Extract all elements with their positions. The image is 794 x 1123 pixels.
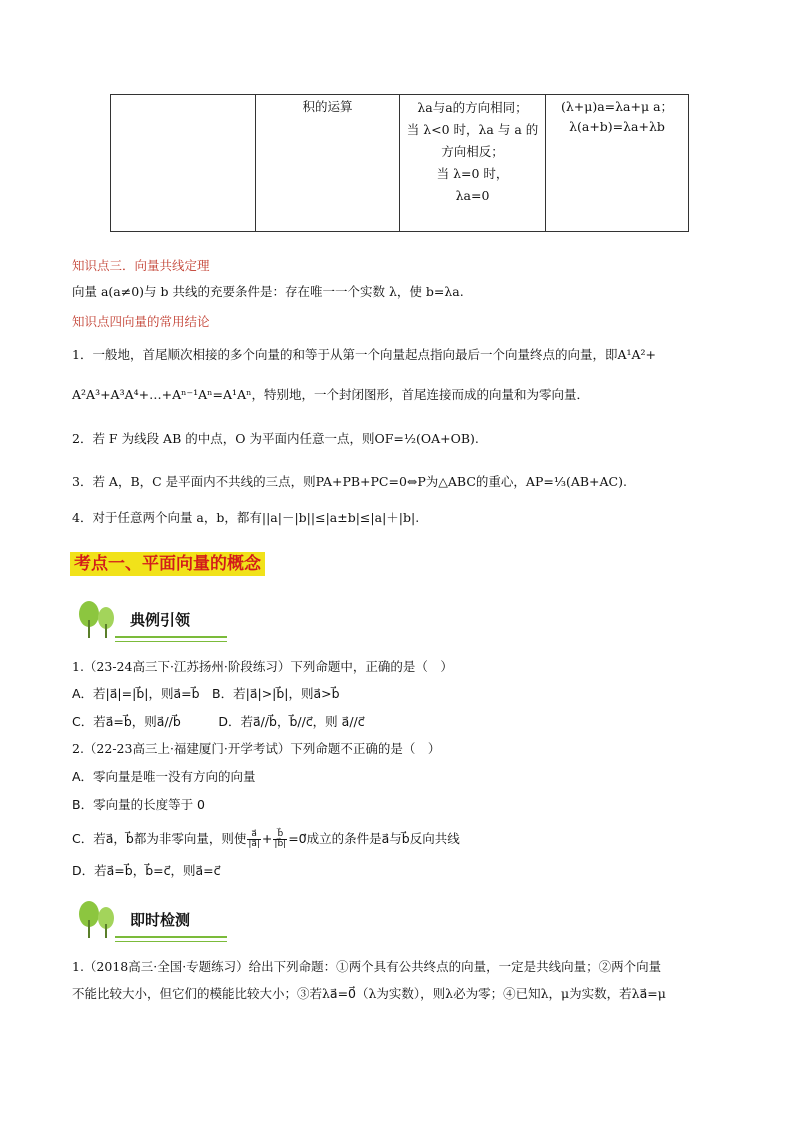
- table-cell-operation: [256, 95, 400, 232]
- banner-examples: [75, 600, 227, 640]
- direction-line-2: 当 λ<0 时，λa 与 a 的: [406, 122, 539, 137]
- question-2-option-c-post: =0⃗成立的条件是a⃗与b⃗反向共线: [288, 831, 460, 846]
- table-cell-empty: [111, 95, 256, 232]
- fraction-a-over-norm: $\frac{a⃗}{|a⃗|}$: [248, 829, 260, 849]
- tree-icon: [75, 900, 123, 940]
- direction-line-4: 当 λ=0 时，: [436, 166, 509, 181]
- conclusion-2: 2．若 F 为线段 AB 的中点，O 为平面内任意一点，则OF=½(OA+OB).: [72, 431, 479, 446]
- knowledge-point-4-title: 知识点四向量的常用结论: [72, 314, 210, 329]
- fraction-b-over-norm: $\frac{b⃗}{|b⃗|}$: [274, 829, 287, 849]
- question-1-options-cd: C．若a⃗=b⃗，则a⃗//b⃗ D．若a⃗//b⃗，b⃗//c⃗，则 a⃗//c⃗: [72, 714, 365, 729]
- knowledge-point-3-text: 向量 a(a≠0)与 b 共线的充要条件是：存在唯一一个实数 λ，使 b=λa.: [72, 284, 464, 299]
- question-1-stem: 1.（23-24高三下·江苏扬州·阶段练习）下列命题中，正确的是（ ）: [72, 659, 453, 674]
- banner-underline-thin: [115, 941, 227, 942]
- knowledge-point-3-title: 知识点三．向量共线定理: [72, 258, 210, 273]
- tree-icon: [75, 600, 123, 640]
- banner-check-label: 即时检测: [130, 911, 191, 929]
- question-2-option-d: D．若a⃗=b⃗，b⃗=c⃗，则a⃗=c⃗: [72, 863, 221, 878]
- question-2-option-a: A．零向量是唯一没有方向的向量: [72, 769, 256, 784]
- direction-line-1: λa与a的方向相同；: [417, 100, 528, 115]
- conclusion-3: 3．若 A，B，C 是平面内不共线的三点，则PA+PB+PC=0⇔P为△ABC的重心，AP=⅓(AB+AC).: [72, 474, 627, 489]
- question-2-option-c: C．若a⃗，b⃗都为非零向量，则使 $\frac{a⃗}{|a⃗|}$ + $\frac{b⃗}{|b⃗|}$ =0⃗成立的条件是a⃗与b⃗反向共线: [72, 829, 460, 849]
- operation-label: 积的运算: [302, 99, 353, 114]
- conclusion-1-line-2: A²A³+A³A⁴+…+Aⁿ⁻¹Aⁿ=A¹Aⁿ，特别地，一个封闭图形，首尾连接而成的向量和为零向量．: [72, 387, 589, 402]
- conclusion-1-line-1: 1．一般地，首尾顺次相接的多个向量的和等于从第一个向量起点指向最后一个向量终点的向量，即A¹A²+: [72, 347, 657, 362]
- question-3-line-1: 1.（2018高三·全国·专题练习）给出下列命题：①两个具有公共终点的向量，一定是共线向量；②两个向量: [72, 959, 662, 974]
- law-line-1: (λ+μ)a=λa+μ a；: [560, 99, 674, 114]
- conclusion-4: 4．对于任意两个向量 a，b，都有||a|－|b||≤|a±b|≤|a|＋|b|.: [72, 510, 420, 525]
- question-1-options-ab: A．若|a⃗|=|b⃗|，则a⃗=b⃗ B．若|a⃗|>|b⃗|，则a⃗>b⃗: [72, 686, 340, 701]
- law-line-2: λ(a+b)=λa+λb: [569, 119, 665, 134]
- table-cell-direction: [400, 95, 546, 232]
- question-2-option-c-pre: C．若a⃗，b⃗都为非零向量，则使: [72, 831, 247, 846]
- banner-check: [75, 900, 227, 940]
- banner-underline-thin: [115, 641, 227, 642]
- table-cell-laws: [546, 95, 689, 232]
- question-2-option-b: B．零向量的长度等于 0: [72, 797, 206, 812]
- direction-line-5: λa=0: [455, 188, 490, 203]
- banner-underline: [115, 636, 227, 638]
- direction-line-3: 方向相反；: [441, 144, 504, 159]
- question-2-stem: 2.（22-23高三上·福建厦门·开学考试）下列命题不正确的是（ ）: [72, 741, 441, 756]
- question-3-line-2: 不能比较大小，但它们的模能比较大小；③若λa⃗=0⃗（λ为实数），则λ必为零；④已知λ，μ为实数，若λa⃗=μ: [72, 986, 666, 1001]
- section-title: 考点一、平面向量的概念: [70, 552, 265, 576]
- banner-examples-label: 典例引领: [130, 611, 191, 629]
- operations-table: [110, 94, 689, 232]
- banner-underline: [115, 936, 227, 938]
